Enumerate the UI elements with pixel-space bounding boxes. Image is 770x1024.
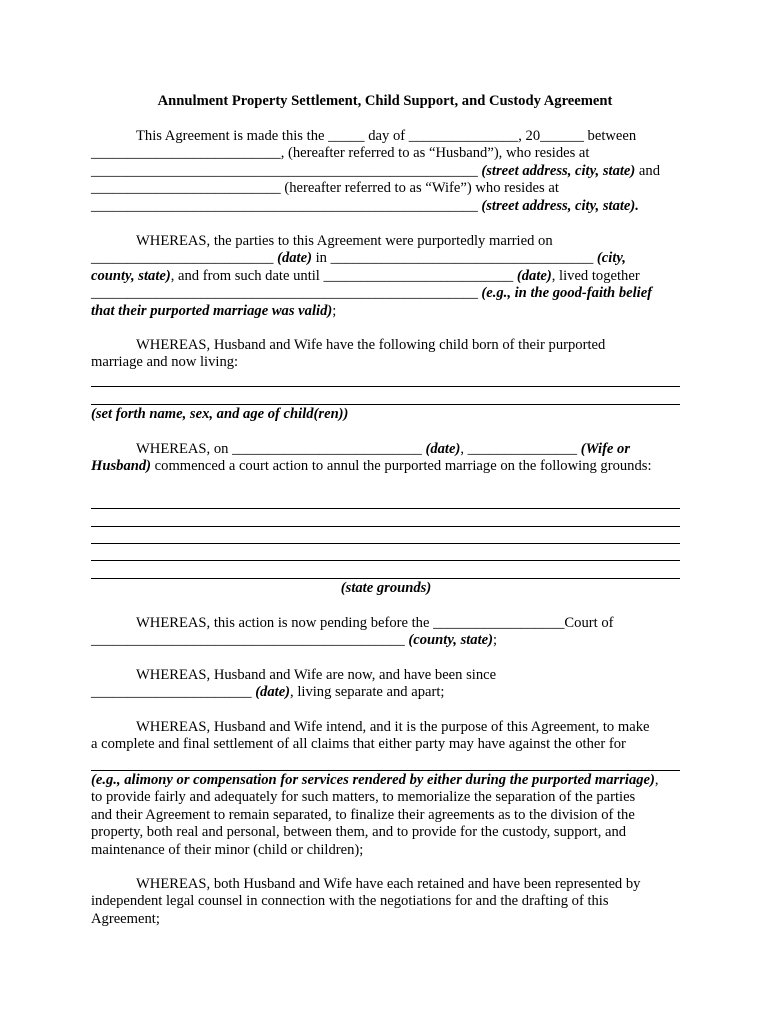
intent-paragraph [91, 719, 681, 754]
document-title: Annulment Property Settlement, Child Support, and Custody Agreement [157, 93, 613, 109]
children-paragraph [91, 337, 681, 372]
text-line: _____________________________________________________ (e.g., in the good-faith belief [91, 285, 653, 302]
text-line: WHEREAS, on __________________________ (date), _______________ (Wife or [136, 441, 631, 457]
grounds-caption [91, 580, 681, 597]
text-line: _____________________________________________________ (street address, city, state). [91, 197, 639, 214]
blank-line [91, 770, 680, 771]
blank-line [91, 526, 680, 527]
text-line: marriage and now living: [91, 354, 239, 371]
text-line: WHEREAS, the parties to this Agreement were purportedly married on [136, 233, 553, 249]
text-line: that their purported marriage was valid); [91, 302, 337, 319]
text-line: WHEREAS, Husband and Wife have the following child born of their purported [136, 337, 606, 353]
text-line: Husband) commenced a court action to annul the purported marriage on the following grounds: [91, 458, 652, 475]
text-line: ___________________________________________ (county, state); [91, 632, 498, 649]
text-line: (e.g., alimony or compensation for services rendered by either during the purported marriage), [91, 772, 659, 788]
text-line: __________________________ (hereafter referred to as “Wife”) who resides at [91, 180, 559, 197]
separation-paragraph [91, 667, 681, 702]
text-line: property, both real and personal, between them, and to provide for the custody, support, and [91, 824, 627, 841]
blank-line [91, 508, 680, 509]
text-line: to provide fairly and adequately for such matters, to memorialize the separation of the parties [91, 789, 636, 806]
text-line: (set forth name, sex, and age of child(ren)) [91, 406, 349, 422]
text-line: county, state), and from such date until __________________________ (date), lived together [91, 267, 640, 284]
text-line: _____________________________________________________ (street address, city, state) and [91, 162, 661, 179]
text-line: __________________________, (hereafter referred to as “Husband”), who resides at [91, 145, 590, 162]
text-line: ______________________ (date), living separate and apart; [91, 684, 445, 701]
text-line: _________________________ (date) in ____________________________________ (city, [91, 250, 626, 267]
agreement-intro-paragraph [91, 128, 681, 215]
counsel-paragraph [91, 876, 681, 928]
blank-line [91, 560, 680, 561]
text-line: and their Agreement to remain separated, to finalize their agreements as to the division of the [91, 806, 635, 823]
court-action-paragraph [91, 441, 681, 476]
children-caption [91, 406, 681, 423]
text-line: Agreement; [91, 910, 160, 927]
text-line: WHEREAS, both Husband and Wife have each retained and have been represented by [136, 876, 641, 892]
blank-line [91, 386, 680, 387]
blank-line [91, 578, 680, 579]
blank-line [91, 404, 680, 405]
blank-line [91, 543, 680, 544]
pending-action-paragraph [91, 615, 681, 650]
intent-paragraph-continued [91, 772, 681, 859]
text-line: WHEREAS, Husband and Wife are now, and have been since [136, 667, 497, 683]
text-line: (state grounds) [340, 580, 432, 596]
text-line: WHEREAS, Husband and Wife intend, and it is the purpose of this Agreement, to make [136, 719, 650, 735]
text-line: maintenance of their minor (child or children); [91, 841, 364, 858]
marriage-paragraph [91, 233, 681, 320]
text-line: independent legal counsel in connection with the negotiations for and the drafting of this [91, 893, 609, 910]
text-line: WHEREAS, this action is now pending before the __________________Court of [136, 615, 614, 631]
text-line: a complete and final settlement of all claims that either party may have against the other for [91, 736, 626, 753]
text-line: This Agreement is made this the _____ day of _______________, 20______ between [136, 128, 637, 144]
